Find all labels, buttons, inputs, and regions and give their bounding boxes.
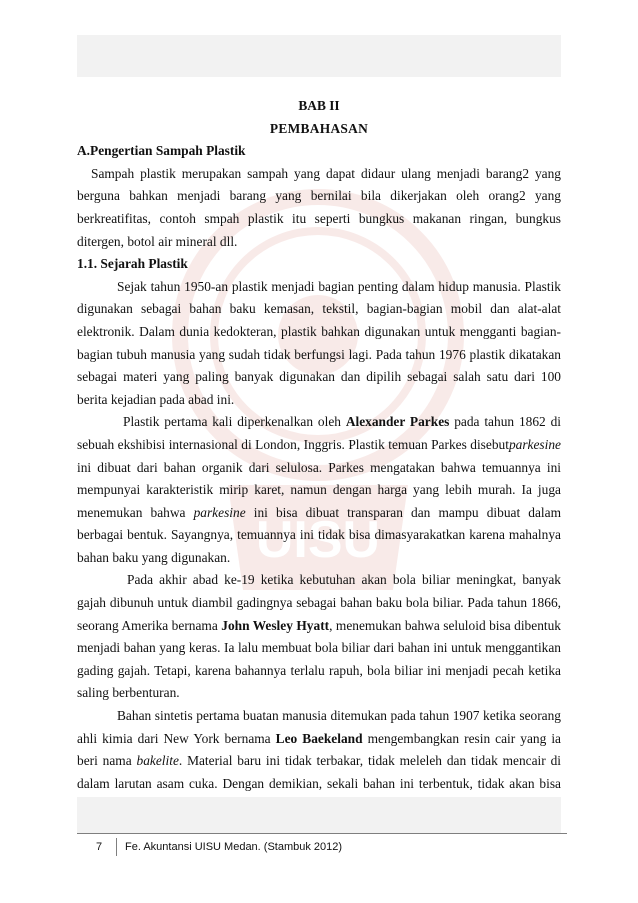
section-1-1-title: 1.1. Sejarah Plastik bbox=[77, 256, 188, 272]
footer-separator bbox=[116, 838, 117, 856]
watermark-text: UISU bbox=[255, 511, 381, 569]
text-run: mengembangkan resin cair yang ia beri nama bbox=[77, 730, 561, 769]
page-number: 7 bbox=[96, 841, 103, 853]
chapter-title: PEMBAHASAN bbox=[269, 120, 369, 136]
inventor-name: Alexander Parkes bbox=[345, 414, 450, 430]
text-run: Plastik pertama kali diperkenalkan oleh bbox=[123, 414, 346, 430]
italic-term: bakelite bbox=[136, 753, 179, 769]
text-run: pada tahun 1862 di sebuah ekshibisi internasional di London, Inggris. Plastik temuan Parkes disebut bbox=[77, 414, 561, 452]
text-run: . Material baru ini tidak terbakar, tidak meleleh dan tidak mencair di dalam larutan asam cuka. Dengan demikian, sekali bahan ini terbentuk, tidak akan bisa bbox=[77, 753, 561, 791]
header-band bbox=[77, 35, 561, 77]
chapter-number: BAB II bbox=[298, 98, 340, 113]
text-run: Bahan sintetis pertama buatan manusia ditemukan pada tahun 1907 ketika seorang ahli kimia dari New York bernama bbox=[77, 708, 561, 746]
history-paragraph-3 bbox=[77, 569, 561, 705]
document-body bbox=[77, 95, 561, 818]
page-footer bbox=[96, 836, 342, 858]
history-paragraph-2 bbox=[77, 411, 561, 569]
section-a-title: A.Pengertian Sampah Plastik bbox=[77, 143, 246, 159]
text-run: ini bisa dibuat transparan dan mampu dibuat dalam berbagai bentuk. Sayangnya, temuannya ini tidak bisa dimasyarakatkan karena mahalnya bahan baku yang digunakan. bbox=[77, 504, 561, 565]
text-run: ini dibuat dari bahan organik dari selulosa. Parkes mengatakan bahwa temuannya ini mempunyai karakteristik mirip karet, namun dengan harga yang lebih murah. Ia juga menemukan bahwa bbox=[77, 459, 561, 520]
inventor-name: Leo Baekeland bbox=[275, 730, 363, 746]
footer-rule bbox=[77, 833, 567, 834]
inventor-name: John Wesley Hyatt bbox=[221, 617, 330, 633]
history-paragraph-1: Sejak tahun 1950-an plastik menjadi bagian penting dalam hidup manusia. Plastik digunakan sebagai bahan baku kemasan, tekstil, bagian-bagian mobil dan alat-alat elektronik. Dalam dunia kedokteran, plastik bahkan digunakan untuk mengganti bagian-bagian tubuh manusia yang sudah tidak berfungsi lagi. Pada tahun 1976 plastik dikatakan sebagai materi yang paling banyak digunakan dan dipilih sebagai salah satu dari 100 berita kejadian pada abad ini. bbox=[77, 278, 561, 407]
section-a-paragraph: Sampah plastik merupakan sampah yang dapat didaur ulang menjadi barang2 yang berguna bahkan menjadi barang yang bernilai bila dikerjakan oleh orang2 yang berkreatifitas, contoh smpah plastik itu seperti bungkus makanan ringan, bungkus ditergen, botol air mineral dll. bbox=[77, 165, 561, 249]
italic-term: parkesine bbox=[508, 436, 561, 452]
italic-term: parkesine bbox=[193, 504, 246, 520]
text-run: Pada akhir abad ke-19 ketika kebutuhan akan bola biliar meningkat, banyak gajah dibunuh untuk diambil gadingnya sebagai bahan baku bola biliar. Pada tahun 1866, seorang Amerika bernama bbox=[77, 572, 561, 633]
footer-text: Fe. Akuntansi UISU Medan. (Stambuk 2012) bbox=[125, 841, 343, 853]
chapter-heading bbox=[77, 95, 561, 140]
text-run: , menemukan bahwa seluloid bisa dibentuk menjadi bahan yang keras. Ia lalu membuat bola biliar dari bahan ini untuk menggantikan gading gajah. Tetapi, karena bahannya terlalu rapuh, bola biliar ini menjadi pecah ketika saling berbenturan. bbox=[77, 617, 561, 701]
footer-band bbox=[77, 797, 561, 833]
